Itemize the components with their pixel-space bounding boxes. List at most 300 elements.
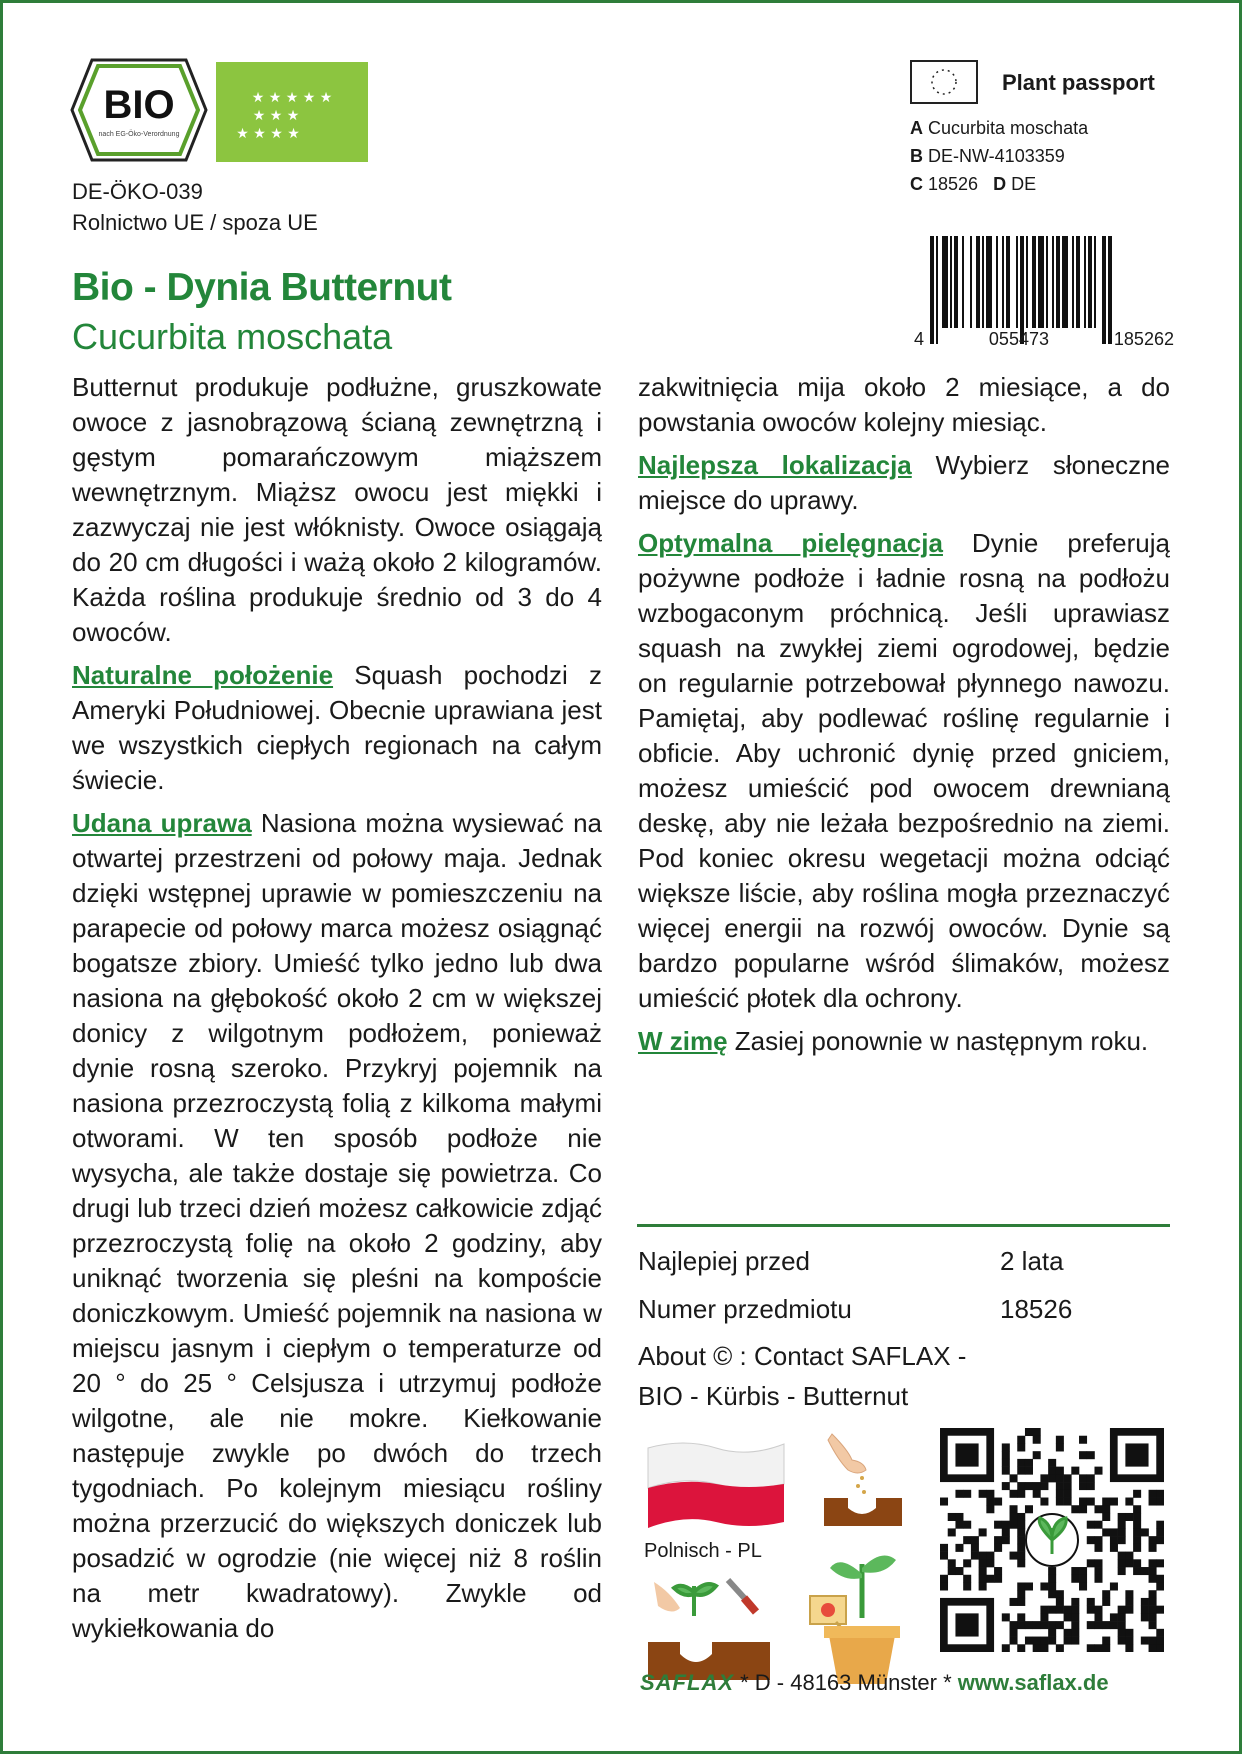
qr-module [1133,1505,1141,1513]
product-line: BIO - Kürbis - Butternut [638,1381,909,1411]
qr-module [1149,1498,1157,1506]
qr-module [1087,1644,1095,1652]
qr-module [1056,1644,1064,1652]
qr-module [1025,1467,1033,1475]
qr-module [1071,1467,1079,1475]
qr-module [1149,1621,1157,1629]
qr-module [1102,1513,1110,1521]
certification-block [72,176,318,238]
barcode-bar [1102,236,1106,344]
sowing-hand-icon [818,1430,908,1530]
barcode-bar [1038,236,1044,328]
qr-module [955,1490,963,1498]
barcode-bar [962,236,964,328]
qr-module [1102,1598,1110,1606]
qr-module [1156,1536,1164,1544]
passport-country: DE [1011,174,1037,194]
qr-module [1025,1428,1033,1436]
qr-module [1017,1521,1025,1529]
qr-module [940,1582,948,1590]
qr-module [1033,1428,1041,1436]
barcode-bar [976,236,980,328]
qr-module [1048,1575,1056,1583]
qr-module [994,1544,1002,1552]
svg-text:nach EG-Öko-Verordnung: nach EG-Öko-Verordnung [98,131,180,138]
qr-module [1010,1637,1018,1645]
item-number-label: Numer przedmiotu [638,1294,852,1324]
qr-module [1002,1613,1010,1621]
qr-module [948,1567,956,1575]
qr-module [1048,1637,1056,1645]
qr-module [1087,1606,1095,1614]
qr-module [1118,1637,1126,1645]
qr-module [1002,1521,1010,1529]
qr-module [1149,1490,1157,1498]
qr-module [1133,1567,1141,1575]
qr-module [1094,1644,1102,1652]
barcode-bar [1108,236,1112,344]
footer-address: * D - 48163 Münster * [734,1670,958,1695]
qr-module [1071,1575,1079,1583]
qr-module [1133,1544,1141,1552]
qr-finder [955,1613,978,1636]
passport-registration: DE-NW-4103359 [928,146,1065,166]
qr-module [1094,1544,1102,1552]
qr-module [1071,1629,1079,1637]
qr-module [1071,1621,1079,1629]
barcode-bar [1084,236,1086,328]
origin-heading: Naturalne położenie [72,660,334,690]
qr-module [1156,1582,1164,1590]
barcode-bar [950,236,952,328]
qr-module [1156,1644,1164,1652]
barcode-bar [942,236,948,328]
qr-module [1125,1513,1133,1521]
qr-module [1149,1613,1157,1621]
qr-module [1048,1582,1056,1590]
qr-module [986,1498,994,1506]
qr-module [1141,1637,1149,1645]
qr-module [986,1575,994,1583]
qr-module [979,1582,987,1590]
qr-module [1017,1559,1025,1567]
qr-module [1094,1467,1102,1475]
qr-module [940,1544,948,1552]
qr-module [1141,1567,1149,1575]
qr-module [1156,1637,1164,1645]
qr-module [1056,1436,1064,1444]
qr-module [1033,1490,1041,1498]
qr-module [1149,1606,1157,1614]
barcode-bar [1026,236,1028,328]
qr-module [1079,1482,1087,1490]
qr-module [1094,1613,1102,1621]
qr-module [1110,1498,1118,1506]
qr-module [1025,1637,1033,1645]
qr-module [1110,1544,1118,1552]
best-before-value: 2 lata [1000,1246,1064,1276]
qr-module [955,1567,963,1575]
qr-module [1056,1498,1064,1506]
barcode-number: 4 055473 185262 [914,329,1174,349]
qr-module [1087,1521,1095,1529]
planting-seedling-icon [644,1572,774,1682]
qr-module [1133,1490,1141,1498]
qr-module [1048,1467,1056,1475]
qr-module [1040,1644,1048,1652]
qr-module [1079,1498,1087,1506]
qr-module [1048,1474,1056,1482]
about-contact: About © : Contact SAFLAX - [638,1341,967,1371]
barcode-bar [1072,236,1074,328]
qr-module [1071,1598,1079,1606]
qr-module [1094,1536,1102,1544]
qr-module [1125,1559,1133,1567]
qr-module [979,1528,987,1536]
about-block [638,1336,1178,1416]
qr-module [1071,1613,1079,1621]
qr-module [1102,1498,1110,1506]
qr-module [955,1544,963,1552]
qr-module [1141,1598,1149,1606]
qr-module [1010,1505,1018,1513]
qr-module [1102,1637,1110,1645]
qr-module [979,1552,987,1560]
barcode-bar [1076,236,1080,328]
qr-module [1048,1629,1056,1637]
barcode-bar [1032,236,1036,328]
qr-code [940,1428,1164,1652]
product-latin-name: Cucurbita moschata [72,316,393,357]
qr-module [1125,1644,1133,1652]
qr-module [1079,1505,1087,1513]
qr-module [986,1505,994,1513]
qr-module [1033,1482,1041,1490]
qr-module [940,1498,948,1506]
qr-module [1118,1606,1126,1614]
qr-module [1156,1606,1164,1614]
website-link[interactable]: www.saflax.de [957,1670,1109,1695]
location-paragraph: Najlepsza lokalizacja Wybierz słoneczne miejsce do uprawy. [638,450,1170,515]
qr-module [1002,1443,1010,1451]
qr-module [1156,1559,1164,1567]
qr-module [1094,1567,1102,1575]
qr-module [1040,1498,1048,1506]
svg-text:★ ★ ★: ★ ★ ★ [252,108,300,124]
qr-module [1017,1443,1025,1451]
qr-module [986,1490,994,1498]
barcode-bar [1088,236,1092,328]
qr-module [1025,1482,1033,1490]
qr-module [963,1559,971,1567]
qr-module [1040,1606,1048,1614]
qr-module [1087,1621,1095,1629]
qr-module [1079,1474,1087,1482]
qr-module [963,1490,971,1498]
qr-module [1118,1629,1126,1637]
barcode-bar [1052,236,1054,328]
qr-module [1149,1559,1157,1567]
qr-module [979,1490,987,1498]
qr-module [1064,1606,1072,1614]
qr-module [1133,1536,1141,1544]
qr-module [1025,1582,1033,1590]
qr-module [1125,1598,1133,1606]
qr-module [1040,1637,1048,1645]
qr-module [1102,1590,1110,1598]
barcode-bar [1006,236,1010,328]
qr-module [971,1544,979,1552]
qr-module [1017,1613,1025,1621]
qr-module [1017,1598,1025,1606]
barcode-bar [1020,236,1024,344]
qr-module [1056,1443,1064,1451]
qr-module [1056,1590,1064,1598]
qr-module [1002,1644,1010,1652]
qr-module [1056,1490,1064,1498]
qr-module [1149,1544,1157,1552]
qr-module [1033,1451,1041,1459]
qr-module [1149,1590,1157,1598]
barcode-bar [1046,236,1048,328]
qr-module [1064,1482,1072,1490]
item-number-value: 18526 [1000,1294,1073,1324]
qr-module [994,1521,1002,1529]
qr-module [1071,1505,1079,1513]
barcode-bar [970,236,972,328]
qr-module [1017,1536,1025,1544]
qr-module [1149,1575,1157,1583]
qr-module [1056,1467,1064,1475]
qr-module [948,1559,956,1567]
qr-module [1087,1451,1095,1459]
qr-module [1087,1536,1095,1544]
qr-module [1079,1451,1087,1459]
qr-module [1033,1436,1041,1444]
qr-module [963,1521,971,1529]
qr-module [1017,1582,1025,1590]
qr-module [940,1575,948,1583]
barcode-bar [986,236,992,328]
qr-module [1010,1521,1018,1529]
qr-module [963,1582,971,1590]
qr-module [1040,1621,1048,1629]
qr-module [1079,1567,1087,1575]
barcode-bar [982,236,984,328]
qr-module [1133,1513,1141,1521]
best-before-label: Najlepiej przed [638,1246,810,1276]
qr-module [1048,1590,1056,1598]
qr-module [1156,1521,1164,1529]
qr-module [1071,1637,1079,1645]
qr-module [1087,1598,1095,1606]
qr-module [1149,1598,1157,1606]
potted-plant-icon [800,1544,910,1686]
qr-module [1149,1567,1157,1575]
qr-module [1087,1498,1095,1506]
barcode-bar [1016,236,1018,328]
qr-module [1017,1482,1025,1490]
qr-module [1094,1505,1102,1513]
qr-module [1017,1590,1025,1598]
qr-module [1102,1528,1110,1536]
qr-module [1125,1552,1133,1560]
qr-module [1094,1575,1102,1583]
qr-module [963,1536,971,1544]
qr-module [1017,1621,1025,1629]
qr-module [948,1528,956,1536]
qr-module [1010,1598,1018,1606]
winter-paragraph: W zimę Zasiej ponownie w następnym roku. [638,1026,1149,1056]
barcode-bar [1002,236,1004,328]
qr-module [1002,1467,1010,1475]
qr-module [1141,1613,1149,1621]
qr-module [1002,1528,1010,1536]
qr-finder [1125,1443,1148,1466]
bio-seal-logo [70,56,208,164]
qr-module [1094,1606,1102,1614]
qr-module [1079,1575,1087,1583]
qr-module [1141,1606,1149,1614]
qr-module [979,1559,987,1567]
barcode-bar [1056,236,1060,328]
qr-module [1010,1513,1018,1521]
passport-traceability: 18526 [928,174,979,194]
qr-module [994,1575,1002,1583]
qr-finder [955,1443,978,1466]
qr-module [1064,1490,1072,1498]
qr-module [1141,1528,1149,1536]
qr-module [1087,1474,1095,1482]
barcode-bar [1094,236,1096,328]
qr-module [1017,1459,1025,1467]
growing-heading: Udana uprawa [72,808,252,838]
qr-module [1079,1436,1087,1444]
winter-heading: W zimę [638,1026,728,1056]
qr-module [1071,1567,1079,1575]
qr-module [1040,1613,1048,1621]
qr-module [1017,1490,1025,1498]
qr-module [1033,1637,1041,1645]
qr-module [1149,1644,1157,1652]
description-column-left [72,370,602,1654]
qr-module [971,1552,979,1560]
intro-paragraph: Butternut produkuje podłużne, gruszkowate owoce z jasnobrązową ścianą zewnętrzną i gęstym pomarańczowym miąższem wewnętrznym. Miąższ owocu jest miękki i zazwyczaj nie jest włóknisty. Owoce osiągają do 20 cm długości i ważą około 2 kilogramów. Każda roślina produkuje średnio od 3 do 4 owoców. [72,372,602,647]
qr-module [1102,1644,1110,1652]
info-divider [637,1224,1170,1227]
description-column-right [638,370,1170,1067]
qr-module [1110,1613,1118,1621]
qr-module [1149,1536,1157,1544]
qr-module [1064,1613,1072,1621]
barcode [928,236,1172,344]
qr-module [986,1552,994,1560]
qr-module [1118,1559,1126,1567]
qr-module [1118,1613,1126,1621]
qr-module [1071,1606,1079,1614]
plant-passport-title: Plant passport [1002,70,1155,95]
qr-module [1125,1637,1133,1645]
barcode-bar [1062,236,1068,328]
qr-module [1010,1552,1018,1560]
qr-module [1087,1559,1095,1567]
care-paragraph: Optymalna pielęgnacja Dynie preferują pożywne podłoże i ładnie rosną na podłożu wzbogaconym próchnicą. Jeśli uprawiasz squash na zwykłej ziemi ogrodowej, będzie on regularnie potrzebował płynnego nawozu. Pamiętaj, aby podlewać roślinę regularnie i obficie. Aby uchronić dynię przed gniciem, możesz umieścić pod owocem drewnianą deskę, aby nie leżała bezpośrednio na ziemi. Pod koniec okresu wegetacji można odciąć większe liście, aby roślina mogła przeznaczyć więcej energii na rozwój owoców. Dynie są bardzo popularne wśród ślimaków, możesz umieścić płotek dla ochrony. [638,528,1170,1013]
footer [640,1670,1109,1696]
qr-module [1025,1459,1033,1467]
product-title: Bio - Dynia Butternut [72,266,452,309]
qr-module [1110,1528,1118,1536]
qr-module [1064,1474,1072,1482]
qr-module [1156,1528,1164,1536]
qr-module [1118,1536,1126,1544]
qr-module [986,1559,994,1567]
qr-module [1156,1629,1164,1637]
qr-module [1133,1559,1141,1567]
qr-module [979,1575,987,1583]
svg-text:BIO: BIO [103,83,175,127]
qr-module [994,1536,1002,1544]
language-label: Polnisch - PL [644,1540,762,1562]
qr-module [994,1567,1002,1575]
svg-text:★ ★ ★ ★ ★: ★ ★ ★ ★ ★ [251,90,333,106]
qr-module [1102,1621,1110,1629]
qr-module [1133,1521,1141,1529]
qr-module [955,1513,963,1521]
qr-module [1118,1621,1126,1629]
eu-organic-leaf-logo [216,62,368,162]
qr-module [1056,1606,1064,1614]
qr-module [963,1575,971,1583]
qr-module [1156,1575,1164,1583]
qr-module [1087,1482,1095,1490]
qr-module [1048,1459,1056,1467]
qr-module [1102,1505,1110,1513]
qr-module [994,1498,1002,1506]
saflax-brand-logo: SAFLAX [640,1670,734,1695]
qr-module [1056,1474,1064,1482]
qr-module [1017,1467,1025,1475]
barcode-bar [954,236,958,328]
qr-module [1118,1528,1126,1536]
qr-module [1064,1637,1072,1645]
qr-module [1048,1606,1056,1614]
qr-module [1017,1528,1025,1536]
qr-module [1118,1552,1126,1560]
qr-module [1094,1559,1102,1567]
qr-module [1048,1621,1056,1629]
growing-paragraph-continued: zakwitnięcia mija około 2 miesiące, a do powstania owoców kolejny miesiąc. [638,372,1170,437]
care-heading: Optymalna pielęgnacja [638,528,943,558]
qr-module [1040,1474,1048,1482]
qr-module [1033,1621,1041,1629]
eu-flag-icon [910,60,978,104]
certification-origin: Rolnictwo UE / spoza UE [72,210,318,235]
qr-module [1133,1528,1141,1536]
location-heading: Najlepsza lokalizacja [638,450,912,480]
qr-module [1064,1629,1072,1637]
qr-module [1118,1521,1126,1529]
qr-module [1056,1621,1064,1629]
qr-module [940,1552,948,1560]
qr-module [1125,1629,1133,1637]
qr-module [1125,1606,1133,1614]
passport-botanical-name: Cucurbita moschata [928,118,1089,138]
qr-module [1010,1490,1018,1498]
qr-module [1002,1459,1010,1467]
qr-module [971,1536,979,1544]
qr-module [1056,1482,1064,1490]
qr-module [1017,1644,1025,1652]
